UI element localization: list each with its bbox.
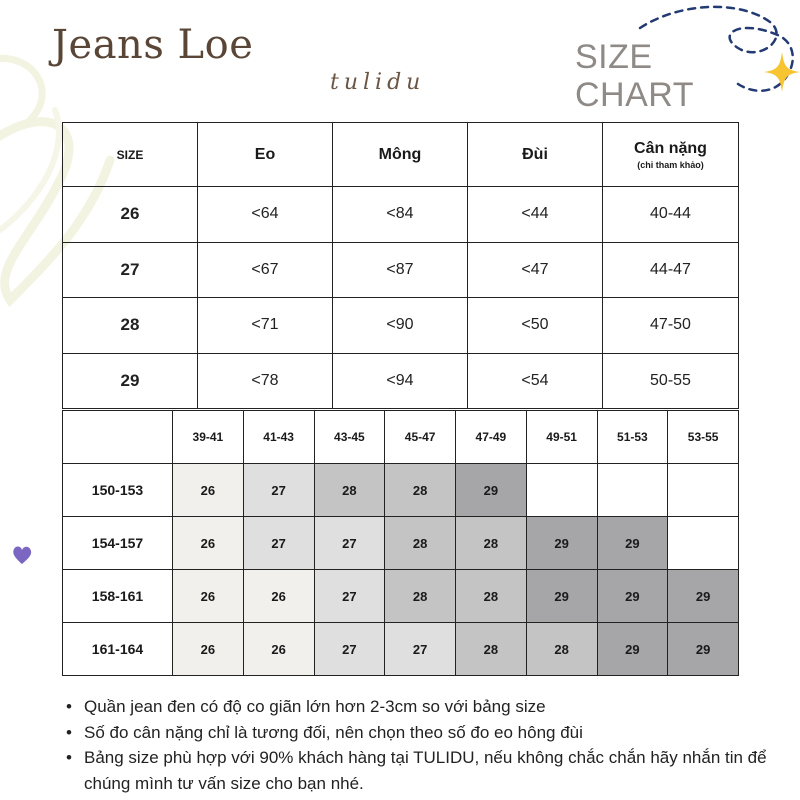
recommended-size-cell: 29 bbox=[668, 623, 739, 676]
size-chart-title bbox=[575, 38, 694, 114]
recommended-size-cell: 28 bbox=[385, 517, 456, 570]
note-item: • Bảng size phù hợp với 90% khách hàng tại TULIDU, nếu không chắc chắn hãy nhắn tin để chúng mình tư vấn size cho bạn nhé. bbox=[64, 745, 784, 796]
table-row bbox=[63, 517, 739, 570]
recommended-size-cell: 29 bbox=[597, 570, 668, 623]
weight-cell: 47-50 bbox=[603, 298, 739, 354]
note-item: • Số đo cân nặng chỉ là tương đối, nên chọn theo số đo eo hông đùi bbox=[64, 720, 784, 746]
recommended-size-cell: 26 bbox=[173, 517, 244, 570]
recommended-size-cell bbox=[526, 464, 597, 517]
recommended-size-cell: 29 bbox=[597, 517, 668, 570]
size-cell: 29 bbox=[63, 353, 198, 409]
sparkle-star-icon bbox=[762, 50, 800, 94]
recommended-size-cell: 26 bbox=[173, 623, 244, 676]
height-range-cell: 154-157 bbox=[63, 517, 173, 570]
recommended-size-cell bbox=[668, 517, 739, 570]
weight-range-header: 49-51 bbox=[526, 411, 597, 464]
waist-cell: <78 bbox=[198, 353, 333, 409]
thigh-cell: <44 bbox=[468, 187, 603, 243]
recommended-size-cell: 29 bbox=[668, 570, 739, 623]
recommended-size-cell: 28 bbox=[314, 464, 385, 517]
recommended-size-cell: 29 bbox=[526, 570, 597, 623]
header-waist: Eo bbox=[198, 123, 333, 187]
height-range-cell: 150-153 bbox=[63, 464, 173, 517]
waist-cell: <71 bbox=[198, 298, 333, 354]
height-range-cell: 158-161 bbox=[63, 570, 173, 623]
recommended-size-cell: 29 bbox=[456, 464, 527, 517]
header-weight-label: Cân nặng bbox=[634, 139, 707, 157]
thigh-cell: <54 bbox=[468, 353, 603, 409]
weight-cell: 44-47 bbox=[603, 242, 739, 298]
header-hip: Mông bbox=[333, 123, 468, 187]
hip-cell: <84 bbox=[333, 187, 468, 243]
hip-cell: <90 bbox=[333, 298, 468, 354]
size-cell: 27 bbox=[63, 242, 198, 298]
recommended-size-cell: 28 bbox=[385, 570, 456, 623]
recommended-size-cell: 27 bbox=[314, 517, 385, 570]
weight-range-header: 53-55 bbox=[668, 411, 739, 464]
height-weight-size-table bbox=[62, 410, 739, 676]
thigh-cell: <47 bbox=[468, 242, 603, 298]
weight-cell: 40-44 bbox=[603, 187, 739, 243]
waist-cell: <67 bbox=[198, 242, 333, 298]
size-chart-title-line1: SIZE bbox=[575, 38, 653, 76]
height-weight-header-row bbox=[63, 411, 739, 464]
recommended-size-cell: 29 bbox=[526, 517, 597, 570]
size-chart-title-line2: CHART bbox=[575, 76, 694, 114]
table-row bbox=[63, 242, 739, 298]
table-row bbox=[63, 623, 739, 676]
recommended-size-cell: 26 bbox=[243, 570, 314, 623]
header-weight-note: (chỉ tham khảo) bbox=[637, 159, 704, 170]
table-row bbox=[63, 570, 739, 623]
waist-cell: <64 bbox=[198, 187, 333, 243]
corner-cell bbox=[63, 411, 173, 464]
size-cell: 28 bbox=[63, 298, 198, 354]
table-row bbox=[63, 464, 739, 517]
recommended-size-cell: 27 bbox=[385, 623, 456, 676]
recommended-size-cell: 27 bbox=[243, 517, 314, 570]
heart-icon bbox=[11, 543, 33, 567]
recommended-size-cell bbox=[668, 464, 739, 517]
recommended-size-cell: 26 bbox=[173, 464, 244, 517]
header-weight bbox=[603, 123, 739, 187]
recommended-size-cell: 27 bbox=[314, 623, 385, 676]
table-row bbox=[63, 187, 739, 243]
recommended-size-cell bbox=[597, 464, 668, 517]
brand-name: Jeans Loe bbox=[52, 22, 254, 68]
recommended-size-cell: 28 bbox=[456, 517, 527, 570]
sub-brand-name: tulidu bbox=[330, 70, 426, 95]
weight-cell: 50-55 bbox=[603, 353, 739, 409]
weight-range-header: 45-47 bbox=[385, 411, 456, 464]
hip-cell: <94 bbox=[333, 353, 468, 409]
header-thigh: Đùi bbox=[468, 123, 603, 187]
recommended-size-cell: 28 bbox=[526, 623, 597, 676]
recommended-size-cell: 26 bbox=[173, 570, 244, 623]
recommended-size-cell: 28 bbox=[385, 464, 456, 517]
recommended-size-cell: 26 bbox=[243, 623, 314, 676]
recommended-size-cell: 28 bbox=[456, 623, 527, 676]
size-table-header-row bbox=[63, 123, 739, 187]
weight-range-header: 41-43 bbox=[243, 411, 314, 464]
header-size: SIZE bbox=[63, 123, 198, 187]
size-cell: 26 bbox=[63, 187, 198, 243]
recommended-size-cell: 29 bbox=[597, 623, 668, 676]
notes-list bbox=[64, 694, 784, 796]
recommended-size-cell: 27 bbox=[314, 570, 385, 623]
recommended-size-cell: 28 bbox=[456, 570, 527, 623]
weight-range-header: 51-53 bbox=[597, 411, 668, 464]
hip-cell: <87 bbox=[333, 242, 468, 298]
recommended-size-cell: 27 bbox=[243, 464, 314, 517]
thigh-cell: <50 bbox=[468, 298, 603, 354]
size-measurement-table bbox=[62, 122, 739, 409]
weight-range-header: 39-41 bbox=[173, 411, 244, 464]
table-row bbox=[63, 353, 739, 409]
height-range-cell: 161-164 bbox=[63, 623, 173, 676]
weight-range-header: 43-45 bbox=[314, 411, 385, 464]
table-row bbox=[63, 298, 739, 354]
weight-range-header: 47-49 bbox=[456, 411, 527, 464]
note-item: • Quần jean đen có độ co giãn lớn hơn 2-3cm so với bảng size bbox=[64, 694, 784, 720]
